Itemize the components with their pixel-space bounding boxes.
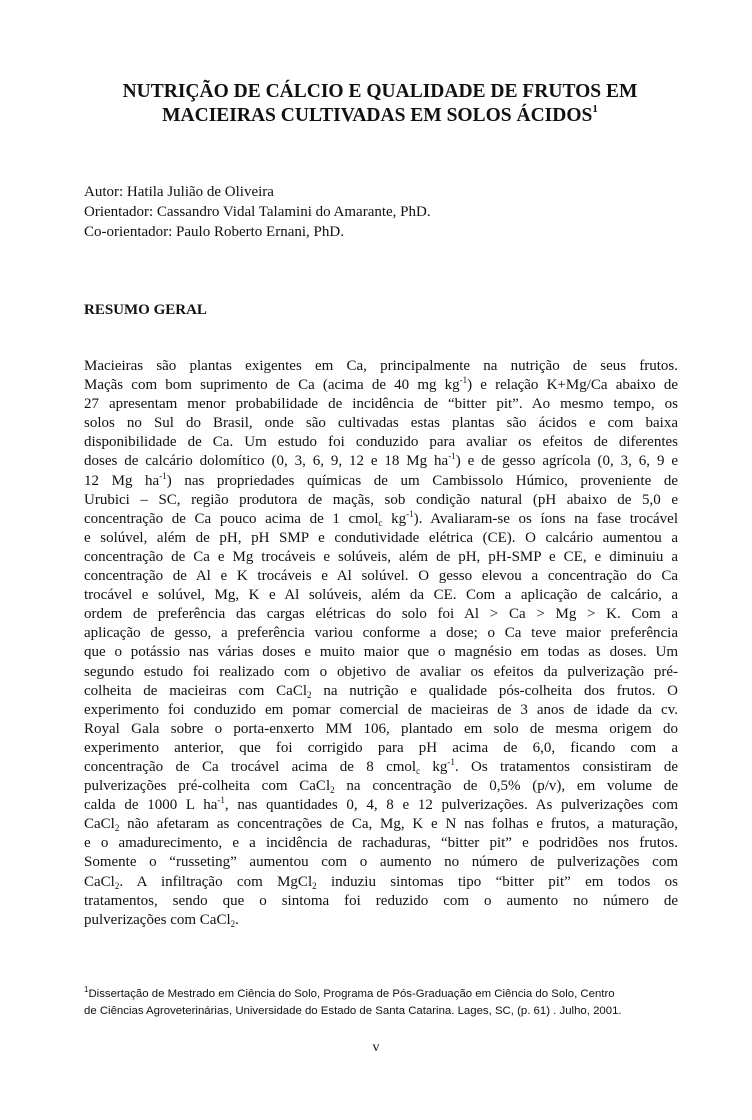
abstract-line: ordem de preferência das cargas elétricas do solo foi Al > Ca > Mg > K. Com a: [84, 606, 678, 623]
title-line-1: NUTRIÇÃO DE CÁLCIO E QUALIDADE DE FRUTOS EM: [122, 81, 638, 102]
title-line-2: MACIEIRAS CULTIVADAS EM SOLOS ÁCIDOS$^1$: [162, 103, 598, 126]
abstract-line: pulverizações com CaCl$_2$.: [84, 911, 239, 929]
abstract-line: e o amadurecimento, e a incidência de rachaduras, “bitter pit” e podridões nos frutos.: [84, 835, 678, 852]
abstract-line: disponibilidade de Ca. Um estudo foi conduzido para avaliar os efeitos de diferentes: [84, 434, 678, 451]
abstract-line: CaCl$_2$ não afetaram as concentrações de Ca, Mg, K e N nas folhas e frutos, a maturação,: [84, 816, 678, 834]
document-title: [80, 80, 680, 128]
abstract-line: tratamentos, sendo que o sintoma foi reduzido com o aumento no número de: [84, 892, 678, 909]
abstract-line: pulverizações pré-colheita com CaCl$_2$ na concentração de 0,5% (p/v), em volume de: [84, 778, 678, 796]
footnote: [84, 986, 678, 1020]
abstract-line: Maçãs com bom suprimento de Ca (acima de 40 mg $kg^{-1}$) e relação K+Mg/Ca abaixo de: [84, 375, 678, 394]
abstract-line: Macieiras são plantas exigentes em Ca, principalmente na nutrição de seus frutos.: [84, 358, 678, 374]
abstract-line: solos no Sul do Brasil, onde são cultivadas estas plantas são ácidos e com baixa: [84, 415, 678, 432]
abstract-line: concentração de Ca pouco acima de 1 cmol$_c$ $kg^{-1}$). Avaliaram-se os íons na fase trocável: [84, 508, 678, 528]
author-block: [84, 182, 431, 242]
abstract-line: trocável e solúvel, Mg, K e Al solúveis, além da CE. Com a aplicação de calcário, a: [84, 587, 678, 604]
abstract-line: aplicação de gesso, a preferência variou conforme a dose; o Ca teve maior preferência: [84, 625, 678, 642]
abstract-line: 27 apresentam menor probabilidade de incidência de “bitter pit”. Ao mesmo tempo, os: [84, 396, 678, 413]
abstract-line: concentração de Ca trocável acima de 8 cmol$_c$ $kg^{-1}$. Os tratamentos consistiram de: [84, 756, 678, 776]
abstract-line: segundo estudo foi realizado com o objetivo de avaliar os efeitos da pulverização pré-: [84, 663, 678, 680]
title-footnote-marker: 1: [592, 103, 598, 115]
section-heading: RESUMO GERAL: [84, 302, 207, 318]
abstract-line: Urubici – SC, região produtora de maçãs, sob condição natural (pH abaixo de 5,0 e: [84, 491, 678, 508]
abstract-line: CaCl$_2$. A infiltração com MgCl$_2$ induziu sintomas tipo “bitter pit” em todos os: [84, 873, 678, 891]
abstract-line: experimento foi conduzido em pomar comercial de macieiras de 3 anos de idade da cv.: [84, 701, 678, 718]
abstract-line: colheita de macieiras com CaCl$_2$ na nutrição e qualidade pós-colheita dos frutos. O: [84, 682, 678, 700]
abstract-line: calda de 1000 L $ha^{-1}$, nas quantidades 0, 4, 8 e 12 pulverizações. As pulverizações com: [84, 795, 678, 814]
author-line: Autor: Hatila Julião de Oliveira: [84, 184, 274, 200]
abstract-line: Somente o “russeting” aumentou com o aumento no número de pulverizações com: [84, 854, 678, 871]
abstract-line: experimento anterior, que foi corrigido para pH acima de 6,0, ficando com a: [84, 739, 678, 756]
footnote-line-1: $^1$Dissertação de Mestrado em Ciência do Solo, Programa de Pós-Graduação em Ciência do Solo, Centro: [84, 985, 615, 1000]
co-advisor-line: Co-orientador: Paulo Roberto Ernani, PhD.: [84, 224, 344, 240]
footnote-marker: 1: [84, 985, 89, 994]
abstract-line: concentração de Al e K trocáveis e Al solúvel. O gesso elevou a concentração do Ca: [84, 568, 678, 585]
abstract-line: Royal Gala sobre o porta-enxerto MM 106, plantado em solo de mesma origem do: [84, 720, 678, 737]
abstract-line: concentração de Ca e Mg trocáveis e solúveis, além de pH, pH-SMP e CE, e diminuiu a: [84, 548, 678, 565]
page-number: v: [372, 1040, 380, 1055]
footnote-line-2: de Ciências Agroveterinárias, Universidade do Estado de Santa Catarina. Lages, SC, (p. 61) . Julho, 2001.: [84, 1005, 622, 1017]
advisor-line: Orientador: Cassandro Vidal Talamini do Amarante, PhD.: [84, 204, 431, 220]
abstract-line: que o potássio nas várias doses e muito maior que o magnésio em todas as doses. Um: [84, 644, 678, 661]
abstract-line: 12 Mg $ha^{-1}$) nas propriedades químicas de um Cambissolo Húmico, proveniente de: [84, 470, 678, 489]
abstract-line: doses de calcário dolomítico (0, 3, 6, 9, 12 e 18 Mg $ha^{-1}$) e de gesso agrícola (0, 3, 6, 9 e: [84, 451, 678, 470]
abstract-paragraph: [84, 357, 678, 930]
abstract-line: e solúvel, além de pH, pH SMP e condutividade elétrica (CE). O calcário aumentou a: [84, 529, 678, 546]
